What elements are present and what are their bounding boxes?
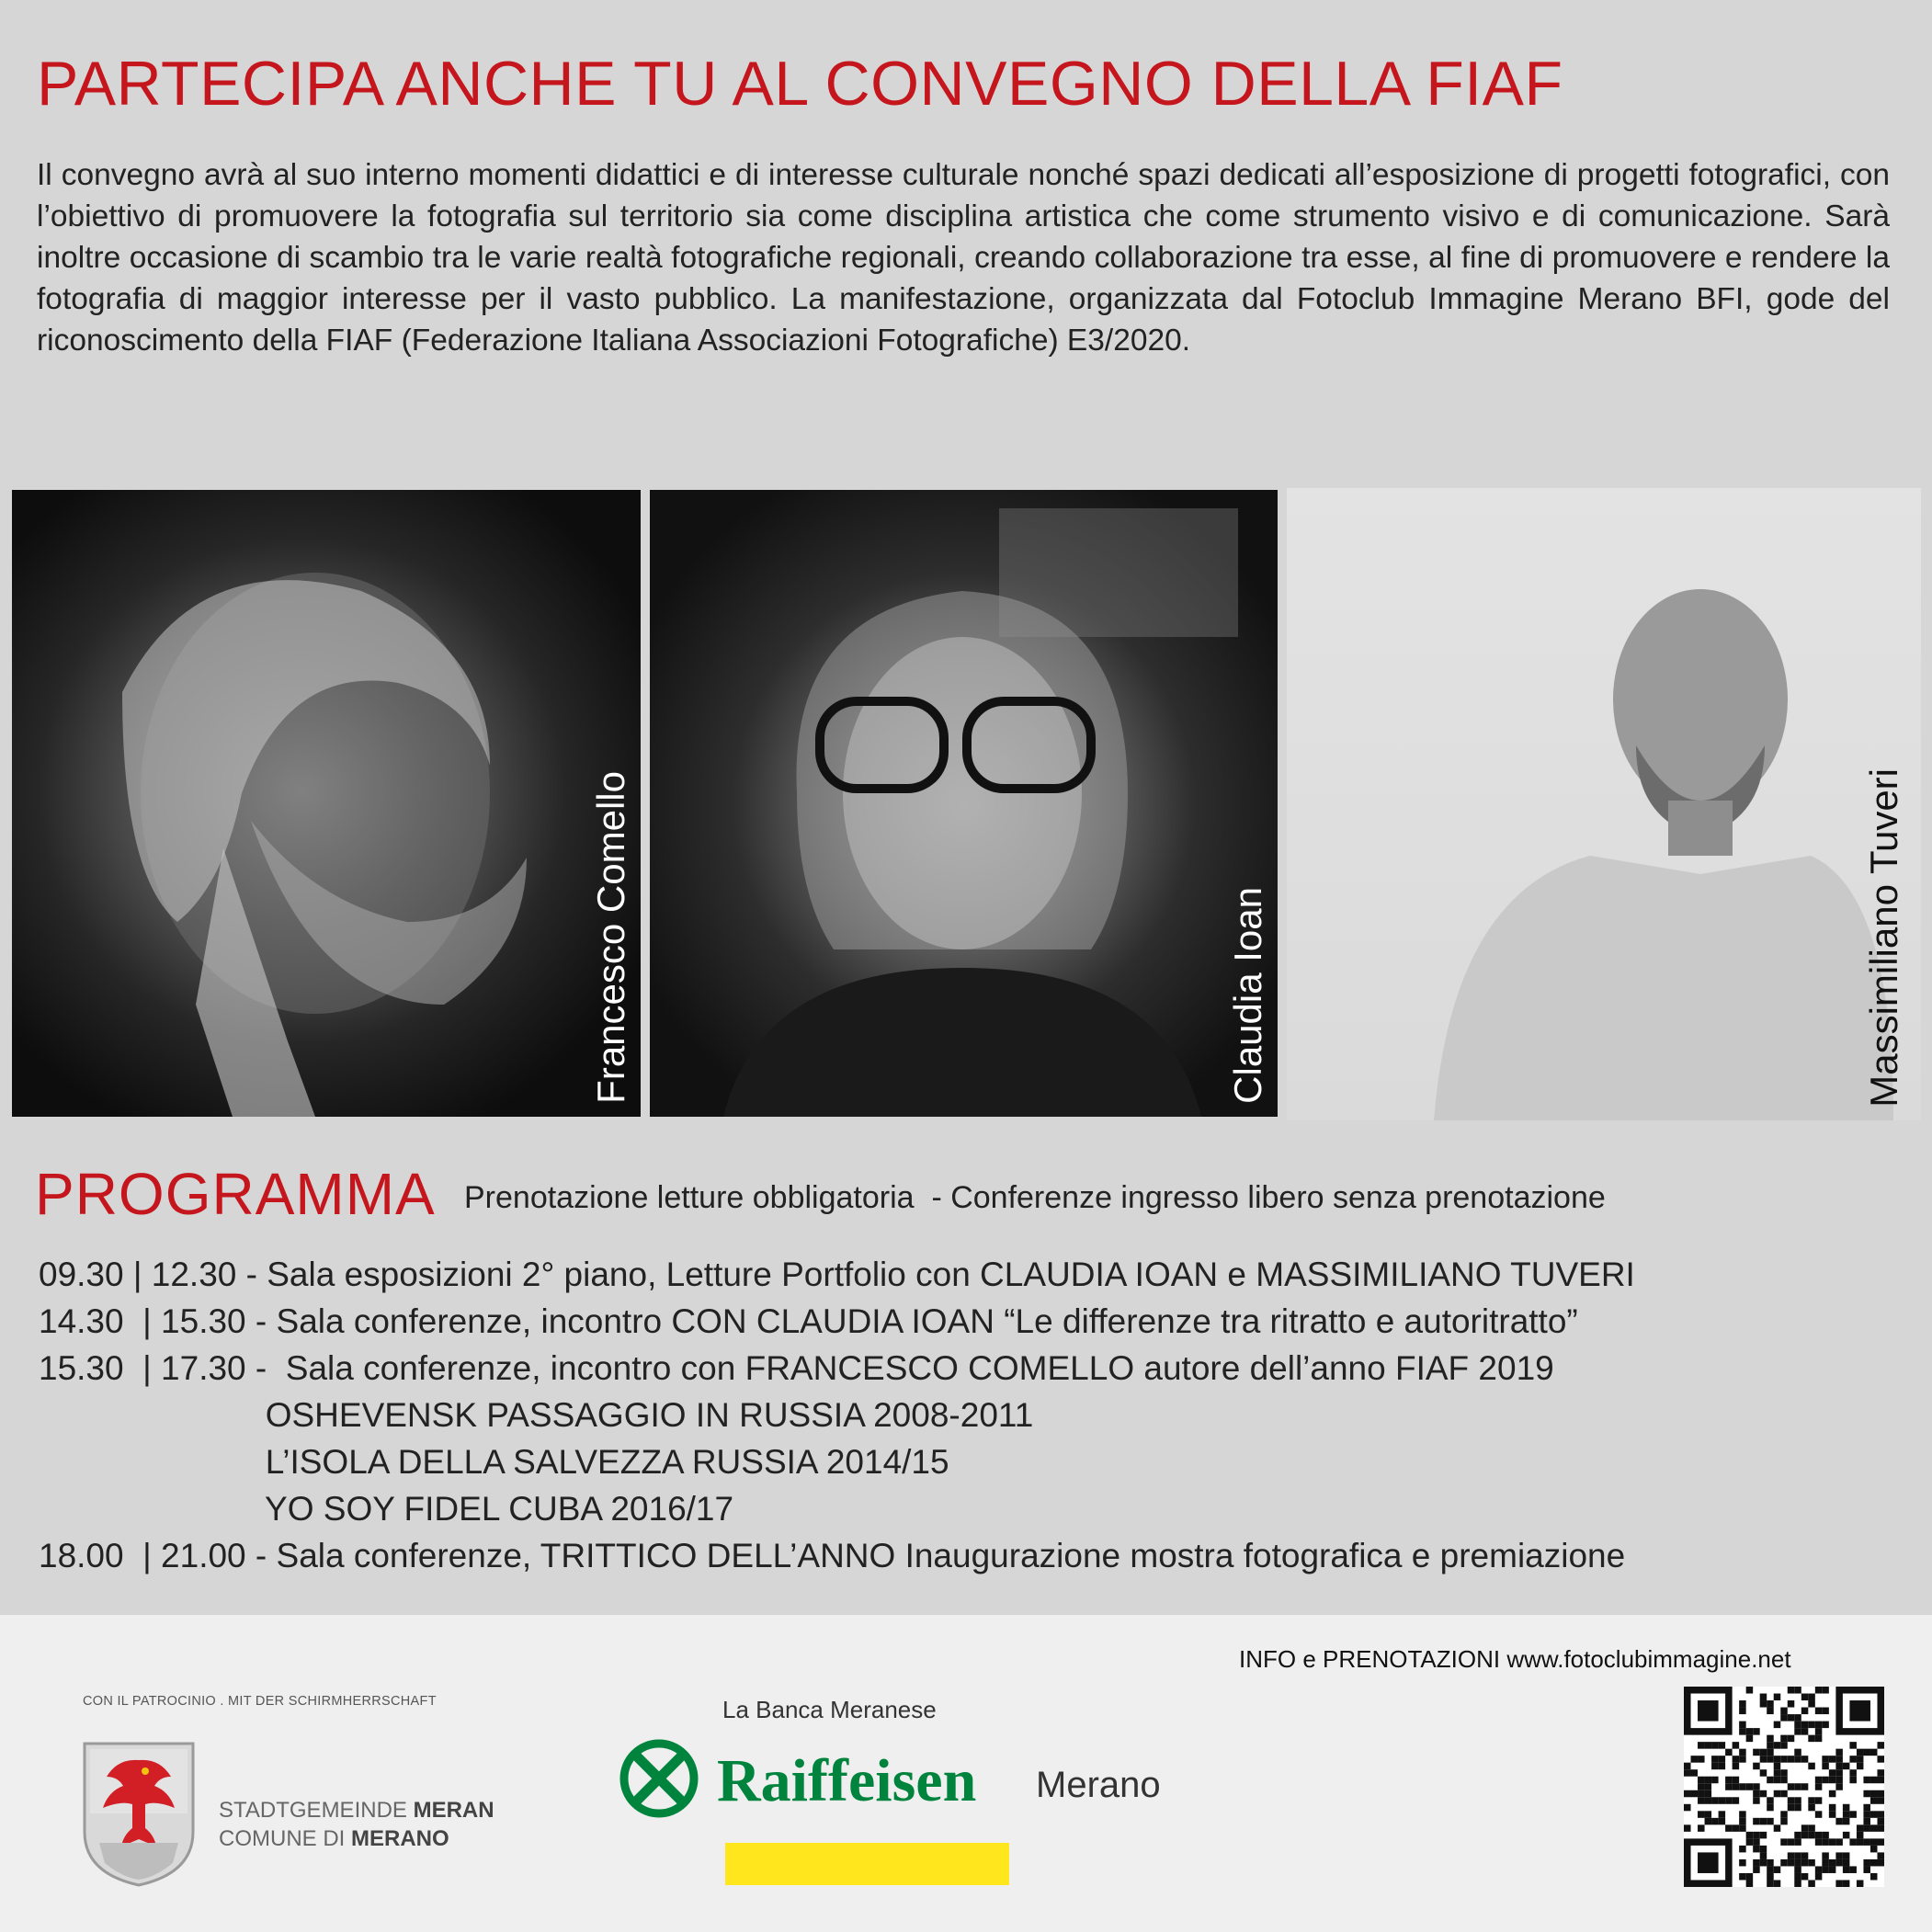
portrait-illustration-2 xyxy=(650,490,1278,1117)
bank-city: Merano xyxy=(1036,1765,1161,1805)
schedule-row: 15.30 | 17.30 - Sala conferenze, incontro con FRANCESCO COMELLO autore dell’anno FIAF 2019 xyxy=(39,1349,1554,1387)
photo-caption: Claudia Ioan xyxy=(1226,887,1269,1104)
program-subtitle: Prenotazione letture obbligatoria - Conferenze ingresso libero senza prenotazione xyxy=(464,1180,1606,1215)
bank-yellow-bar xyxy=(725,1843,1009,1885)
portrait-illustration-1 xyxy=(12,490,641,1117)
city-de-bold: MERAN xyxy=(413,1798,494,1823)
city-it-bold: MERANO xyxy=(351,1826,449,1851)
photo-caption: Massimiliano Tuveri xyxy=(1862,768,1905,1108)
city-name-it xyxy=(219,1826,449,1852)
city-de-prefix: STADTGEMEINDE xyxy=(219,1798,414,1823)
speaker-photo-francesco-comello xyxy=(12,490,641,1117)
speaker-photo-claudia-ioan xyxy=(650,490,1278,1117)
bank-tagline: La Banca Meranese xyxy=(722,1696,937,1723)
schedule-row: 09.30 | 12.30 - Sala esposizioni 2° piano, Letture Portfolio con CLAUDIA IOAN e MASSIMILIANO TUVERI xyxy=(39,1256,1635,1293)
page-title: PARTECIPA ANCHE TU AL CONVEGNO DELLA FIAF xyxy=(37,49,1563,119)
schedule-row: YO SOY FIDEL CUBA 2016/17 xyxy=(39,1490,734,1528)
schedule-row: L’ISOLA DELLA SALVEZZA RUSSIA 2014/15 xyxy=(39,1443,949,1481)
bank-name: Raiffeisen xyxy=(717,1747,977,1814)
schedule-row: 14.30 | 15.30 - Sala conferenze, incontro CON CLAUDIA IOAN “Le differenze tra ritratto e autoritratto” xyxy=(39,1302,1578,1340)
patronage-label: CON IL PATROCINIO . MIT DER SCHIRMHERRSCHAFT xyxy=(83,1694,437,1709)
city-it-prefix: COMUNE DI xyxy=(219,1826,351,1851)
photo-caption: Francesco Comello xyxy=(589,771,632,1104)
program-title: PROGRAMMA xyxy=(35,1161,436,1227)
qr-code-icon[interactable] xyxy=(1684,1687,1884,1887)
program-schedule xyxy=(39,1251,1895,1579)
raiffeisen-gable-cross-icon xyxy=(618,1737,700,1820)
city-name-de xyxy=(219,1798,494,1824)
schedule-row: OSHEVENSK PASSAGGIO IN RUSSIA 2008-2011 xyxy=(39,1396,1034,1434)
portrait-illustration-3 xyxy=(1287,488,1921,1120)
speaker-photo-massimiliano-tuveri xyxy=(1287,488,1921,1120)
merano-coat-of-arms-icon xyxy=(81,1740,197,1887)
schedule-row: 18.00 | 21.00 - Sala conferenze, TRITTICO DELL’ANNO Inaugurazione mostra fotografica e premiazione xyxy=(39,1537,1626,1574)
info-link[interactable]: INFO e PRENOTAZIONI www.fotoclubimmagine.net xyxy=(1239,1645,1791,1673)
intro-paragraph: Il convegno avrà al suo interno momenti didattici e di interesse culturale nonché spazi dedicati all’esposizione di progetti fotografici, con l’obiettivo di promuovere la fotografia sul territorio sia come disciplina artistica che come strumento visivo e di comunicazione. Sarà inoltre occasione di scambio tra le varie realtà fotografiche regionali, creando collaborazione tra esse, al fine di promuovere e rendere la fotografia di maggior interesse per il vasto pubblico. La manifestazione, organizzata dal Fotoclub Immagine Merano BFI, gode del riconoscimento della FIAF (Federazione Italiana Associazioni Fotografiche) E3/2020. xyxy=(37,158,1890,358)
